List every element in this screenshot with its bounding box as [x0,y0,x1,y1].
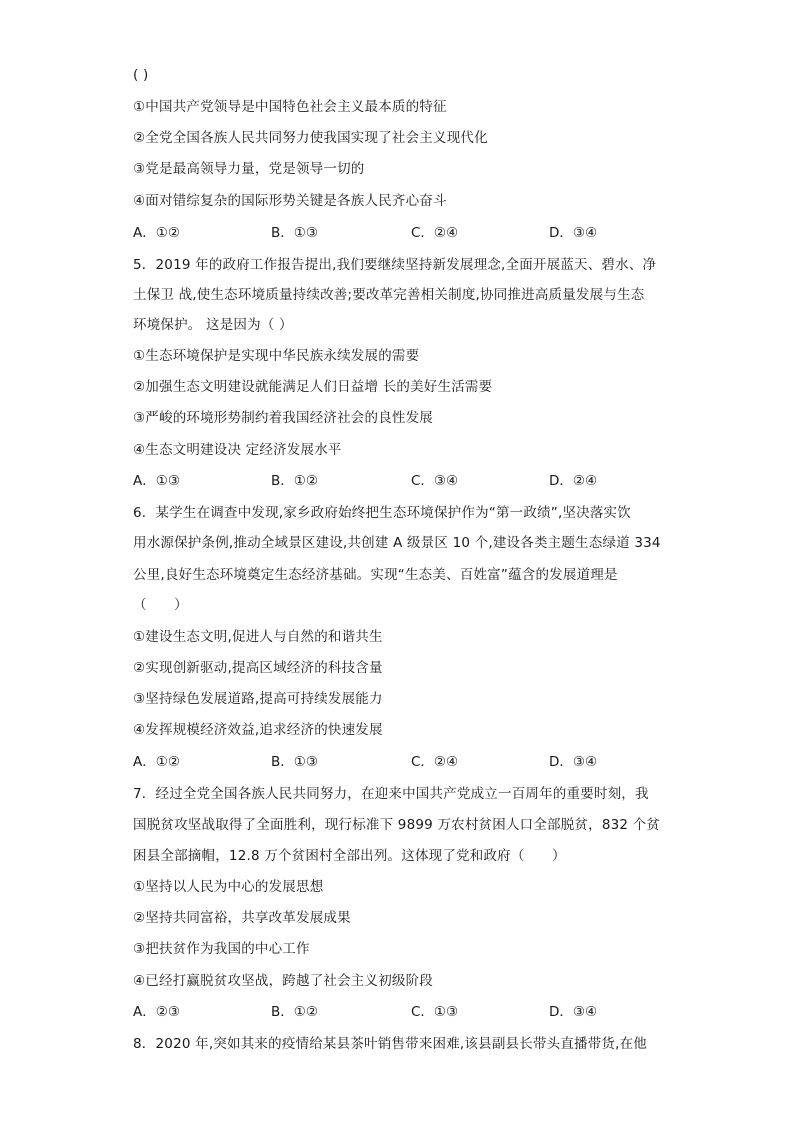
q7-item-1: ①坚持以人民为中心的发展思想 [133,879,324,895]
q6-stem-line-3: 公里,良好生态环境奠定生态经济基础。实现“生态美、百姓富”蕴含的发展道理是 [133,567,618,583]
q5-stem-line-1: 5．2019 年的政府工作报告提出,我们要继续坚持新发展理念,全面开展蓝天、碧水、净 [133,257,657,273]
q4-paren: ( ) [133,67,149,83]
q6-option-c[interactable]: C．②④ [411,754,459,770]
q5-option-d[interactable]: D．②④ [549,473,598,489]
q5-item-3: ③严峻的环境形势制约着我国经济社会的良性发展 [133,410,434,426]
q7-item-3: ③把扶贫作为我国的中心工作 [133,941,310,957]
q4-item-1: ①中国共产党领导是中国特色社会主义最本质的特征 [133,99,447,115]
q6-item-1: ①建设生态文明,促进人与自然的和谐共生 [133,629,383,645]
q7-stem-line-1: 7．经过全党全国各族人民共同努力，在迎来中国共产党成立一百周年的重要时刻，我 [133,786,649,802]
q5-option-a[interactable]: A．①③ [133,473,180,489]
q7-option-a[interactable]: A．②③ [133,1004,180,1020]
q5-item-4: ④生态文明建设决 定经济发展水平 [133,442,342,458]
q4-options [133,224,673,242]
q7-options [133,1003,673,1021]
q5-options [133,472,673,490]
q7-option-b[interactable]: B．①② [271,1004,318,1020]
q6-options [133,753,673,771]
q8-stem-line-1: 8．2020 年,突如其来的疫情给某县茶叶销售带来困难,该县副县长带头直播带货,在他 [133,1036,648,1052]
q6-option-d[interactable]: D．③④ [549,754,598,770]
q6-item-4: ④发挥规模经济效益,追求经济的快速发展 [133,722,383,738]
q4-option-c[interactable]: C．②④ [411,225,459,241]
q5-stem-line-3: 环境保护。 这是因为（ ） [133,317,293,333]
q6-stem-line-2: 用水源保护条例,推动全域景区建设,共创建 A 级景区 10 个,建设各类主题生态绿道 334 [133,535,661,551]
q6-option-a[interactable]: A．①② [133,754,180,770]
q7-stem-line-3: 困县全部摘帽，12.8 万个贫困村全部出列。这体现了党和政府（ ） [133,848,566,864]
q7-option-c[interactable]: C．①③ [411,1004,459,1020]
q4-item-4: ④面对错综复杂的国际形势关键是各族人民齐心奋斗 [133,193,447,209]
q7-stem-line-2: 国脱贫攻坚战取得了全面胜利，现行标准下 9899 万农村贫困人口全部脱贫，832 个贫 [133,817,661,833]
q6-stem-line-1: 6．某学生在调查中发现,家乡政府始终把生态环境保护作为“第一政绩”,坚决落实饮 [133,505,631,521]
q5-item-2: ②加强生态文明建设就能满足人们日益增 长的美好生活需要 [133,379,493,395]
q4-item-2: ②全党全国各族人民共同努力使我国实现了社会主义现代化 [133,130,488,146]
q4-option-b[interactable]: B．①③ [271,225,318,241]
q5-option-b[interactable]: B．①② [271,473,318,489]
q6-option-b[interactable]: B．①③ [271,754,318,770]
q5-option-c[interactable]: C．③④ [411,473,459,489]
q6-item-2: ②实现创新驱动,提高区域经济的科技含量 [133,660,383,676]
q7-option-d[interactable]: D．③④ [549,1004,598,1020]
q4-option-a[interactable]: A．①② [133,225,180,241]
q7-item-2: ②坚持共同富裕，共享改革发展成果 [133,910,351,926]
q5-stem-line-2: 土保卫 战,使生态环境质量持续改善;要改革完善相关制度,协同推进高质量发展与生态 [133,287,645,303]
q6-item-3: ③坚持绿色发展道路,提高可持续发展能力 [133,691,383,707]
q4-option-d[interactable]: D．③④ [549,225,598,241]
q5-item-1: ①生态环境保护是实现中华民族永续发展的需要 [133,348,420,364]
q7-item-4: ④已经打赢脱贫攻坚战，跨越了社会主义初级阶段 [133,973,434,989]
q6-stem-line-4: （ ） [133,597,188,613]
q4-item-3: ③党是最高领导力量，党是领导一切的 [133,161,365,177]
